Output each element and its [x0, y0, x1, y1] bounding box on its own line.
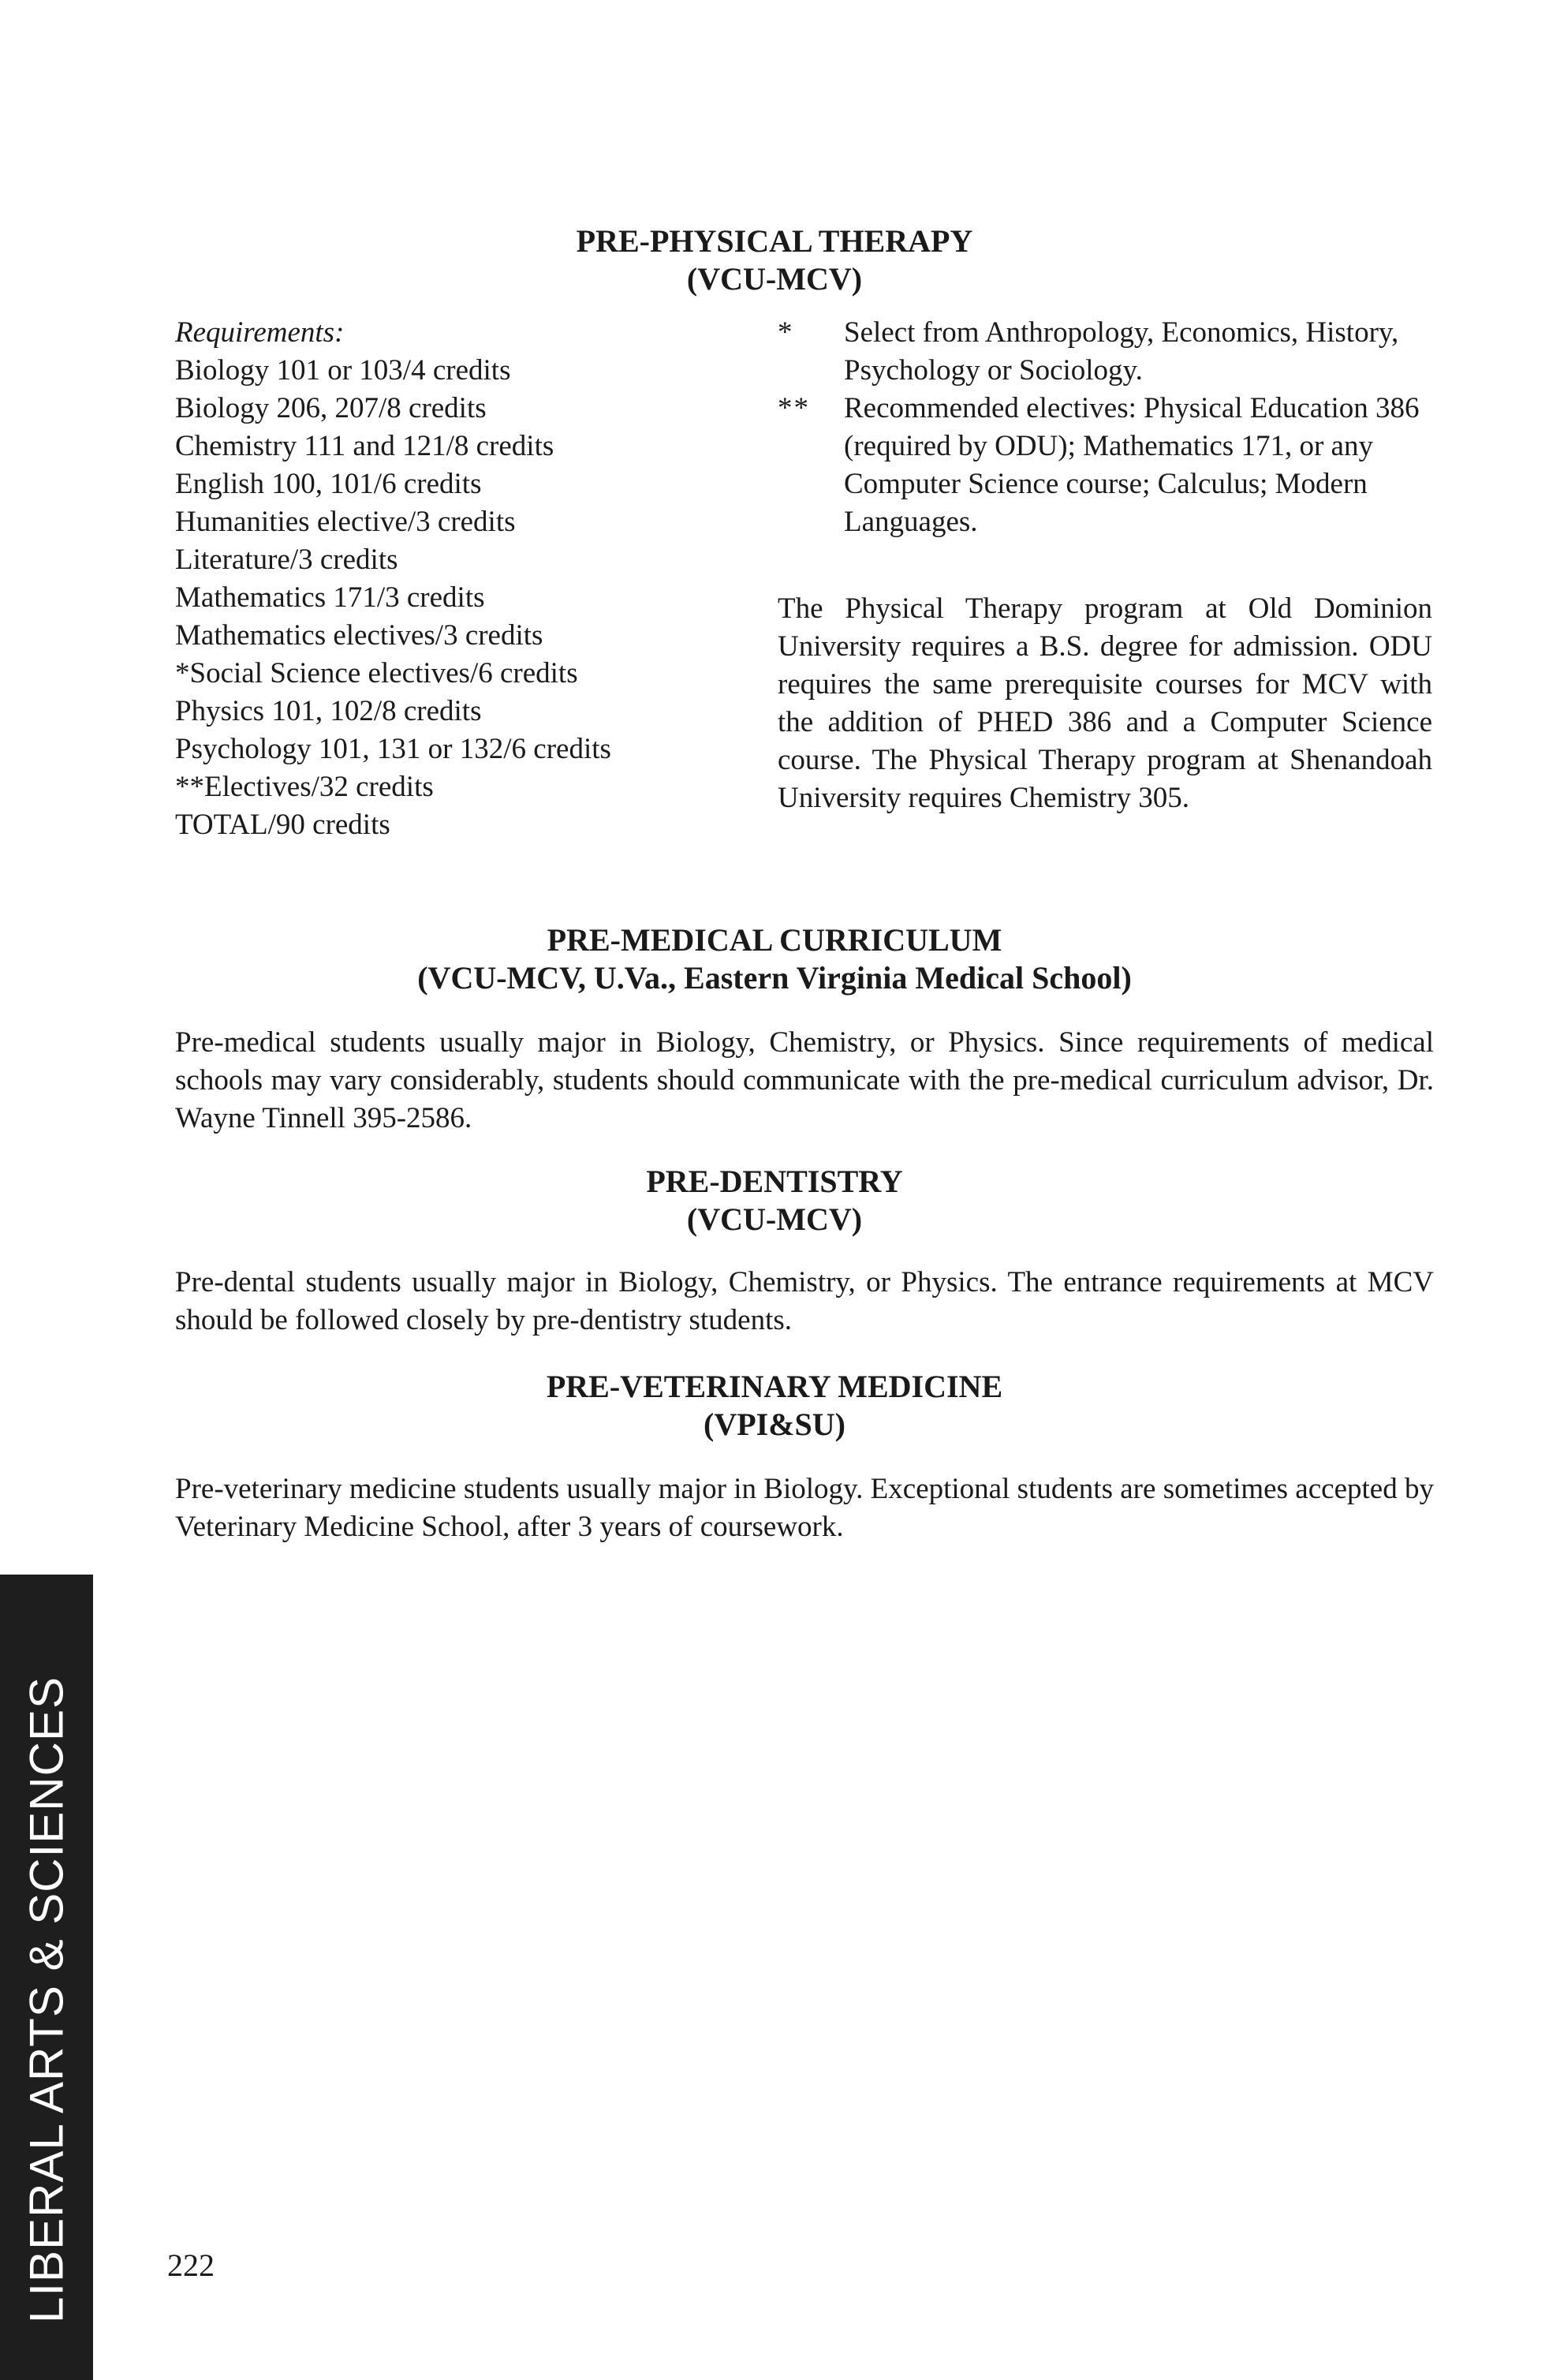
section-title: PRE-MEDICAL CURRICULUM — [547, 922, 1002, 958]
requirement-item: Physics 101, 102/8 credits — [175, 695, 482, 727]
footnote-text: Recommended electives: Physical Education 386 (required by ODU); Mathematics 171, or any Computer Science course; Calculus; Modern Languages. — [844, 392, 1420, 538]
requirement-item: English 100, 101/6 credits — [175, 468, 482, 500]
section-subtitle: (VCU-MCV) — [686, 1201, 863, 1237]
footnote-mark: ** — [778, 392, 810, 424]
section-heading-physical-therapy — [0, 222, 1549, 298]
requirement-item: Psychology 101, 131 or 132/6 credits — [175, 733, 611, 765]
requirement-item: TOTAL/90 credits — [175, 809, 390, 841]
section-title: PRE-PHYSICAL THERAPY — [576, 223, 973, 259]
section-title: PRE-VETERINARY MEDICINE — [546, 1369, 1003, 1404]
section-title: PRE-DENTISTRY — [646, 1164, 903, 1199]
section-subtitle: (VPI&SU) — [704, 1407, 845, 1442]
requirement-item: Mathematics 171/3 credits — [175, 581, 485, 614]
footnote — [778, 390, 1432, 541]
requirement-item: Literature/3 credits — [175, 544, 398, 576]
section-heading-dentistry — [0, 1163, 1549, 1239]
section-heading-veterinary — [0, 1368, 1549, 1444]
requirement-item: **Electives/32 credits — [175, 771, 434, 803]
footnote-mark: * — [778, 316, 794, 349]
physical-therapy-paragraph: The Physical Therapy program at Old Dominion University requires a B.S. degree for admission. ODU requires the same prerequisite courses for MCV with the addition of PHED 386 and a Computer Science course. The Physical Therapy program at Shenandoah University requires Chemistry 305. — [778, 592, 1432, 814]
requirement-item: Biology 101 or 103/4 credits — [175, 354, 511, 387]
footnote — [778, 314, 1432, 390]
footnote-text: Select from Anthropology, Economics, History, Psychology or Sociology. — [844, 316, 1399, 387]
veterinary-paragraph: Pre-veterinary medicine students usually major in Biology. Exceptional students are sometimes accepted by Veterinary Medicine School, after 3 years of coursework. — [175, 1473, 1434, 1543]
requirements-label: Requirements: — [175, 316, 345, 349]
requirement-item: Biology 206, 207/8 credits — [175, 392, 487, 424]
requirement-item: *Social Science electives/6 credits — [175, 657, 578, 689]
section-subtitle: (VCU-MCV) — [686, 261, 863, 297]
requirement-item: Chemistry 111 and 121/8 credits — [175, 430, 554, 462]
requirement-item: Humanities elective/3 credits — [175, 506, 516, 538]
medical-paragraph: Pre-medical students usually major in Biology, Chemistry, or Physics. Since requirements of medical schools may vary considerably, students should communicate with the pre-medical curriculum advisor, Dr. Wayne Tinnell 395-2586. — [175, 1026, 1434, 1134]
section-subtitle: (VCU-MCV, U.Va., Eastern Virginia Medical School) — [417, 960, 1132, 996]
section-heading-medical — [0, 921, 1549, 997]
requirement-item: Mathematics electives/3 credits — [175, 619, 543, 652]
sidebar-label: LIBERAL ARTS & SCIENCES — [20, 1676, 73, 2323]
footnotes — [778, 314, 1432, 541]
dentistry-paragraph: Pre-dental students usually major in Biology, Chemistry, or Physics. The entrance requirements at MCV should be followed closely by pre-dentistry students. — [175, 1266, 1434, 1336]
requirements-list — [175, 314, 759, 844]
requirements-items — [175, 352, 759, 844]
page-number: 222 — [167, 2247, 215, 2283]
